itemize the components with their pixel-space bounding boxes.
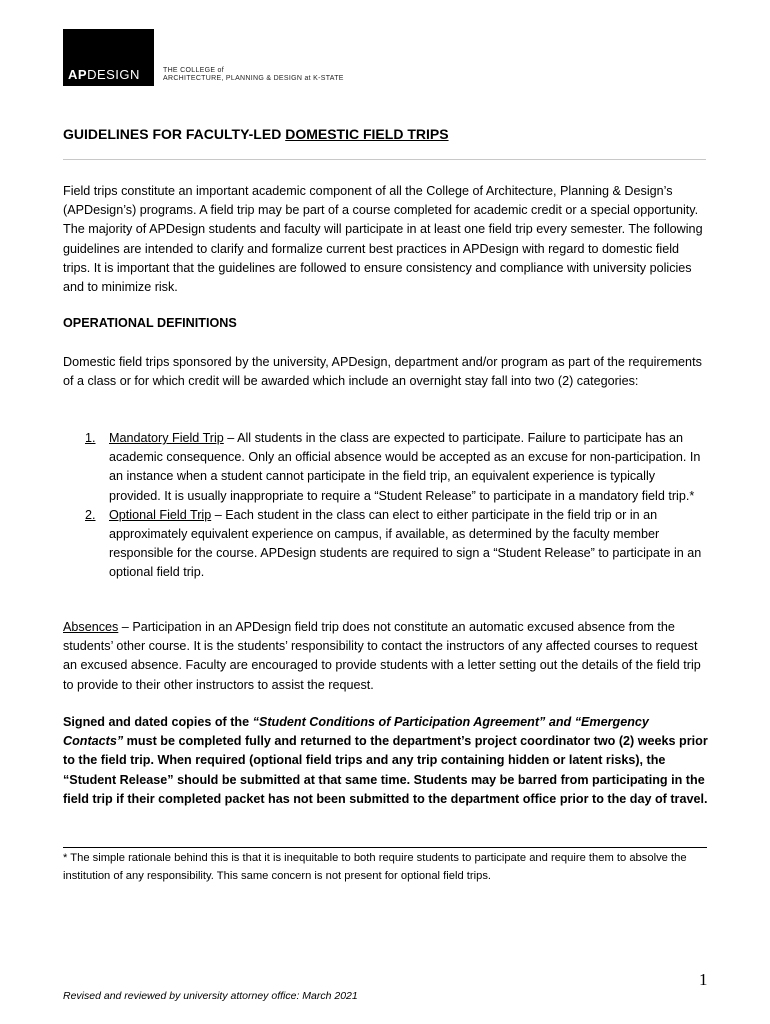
category-term: Optional Field Trip <box>109 507 212 522</box>
logo-subtitle <box>163 67 344 83</box>
page-title <box>63 126 449 142</box>
logo-wordmark <box>68 67 140 82</box>
categories-list <box>63 429 708 583</box>
absences-text: – Participation in an APDesign field trip does not constitute an automatic excused absence from the students’ other course. It is the students’ responsibility to contact the instructors of any affected courses to request an excused absence. Faculty are encouraged to provide students with a letter setting out the details of the field trip to provide to their other instructors to assist the request. <box>63 620 701 692</box>
section-heading: OPERATIONAL DEFINITIONS <box>63 316 237 330</box>
category-text: – Each student in the class can elect to either participate in the field trip or in an approximately equivalent experience on campus, if available, as determined by the faculty member responsible for the course. APDesign students are required to sign a “Student Release” to participate in an optional field trip. <box>109 507 702 580</box>
title-prefix: GUIDELINES FOR FACULTY-LED <box>63 126 286 142</box>
category-text: – All students in the class are expected to participate. Failure to participate has an academic consequence. Only an official absence would be accepted as an excuse for non-participation. In an instance when a student cannot participate in the field trip, an equivalent experience is typically provided. It is usually inappropriate to require a “Student Release” to participate in a mandatory field trip.* <box>109 431 701 503</box>
requirement-rest: must be completed fully and returned to the department’s project coordinator two (2) weeks prior to the field trip. When required (optional field trips and any trip containing hidden or latent risks), the “Student Release” should be submitted at that same time. Students may be barred from participating in the field trip if their completed packet has not been submitted to the department office prior to the day of travel. <box>63 734 708 806</box>
category-term: Mandatory Field Trip <box>109 431 224 445</box>
requirement-paragraph <box>63 713 708 809</box>
apdesign-logo <box>63 29 154 86</box>
title-divider <box>63 159 706 160</box>
list-number: 2. <box>85 507 96 522</box>
list-number: 1. <box>85 431 96 445</box>
revised-note: Revised and reviewed by university attorney office: March 2021 <box>63 990 358 1002</box>
footnote-divider <box>63 847 707 848</box>
intro-paragraph: Field trips constitute an important academic component of all the College of Architecture, Planning & Design’s (APDesign’s) programs. A field trip may be part of a course completed for academic credit or a special opportunity. The majority of APDesign students and faculty will participate in at least one field trip every semester. The following guidelines are intended to clarify and formalize current best practices in APDesign with regard to domestic field trips. It is important that the guidelines are followed to ensure consistency and compliance with university policies and to minimize risk. <box>63 184 703 295</box>
title-underlined: DOMESTIC FIELD TRIPS <box>285 126 449 142</box>
footnote: * The simple rationale behind this is that it is inequitable to both require students to participate and require them to absolve the institution of any responsibility. This same concern is not present for optional field trips. <box>63 852 687 882</box>
requirement-italic: “Student Conditions of Participation Agreement” and “Emergency Contacts” <box>63 715 649 749</box>
logo-wordmark-bold: AP <box>68 67 88 82</box>
absences-paragraph <box>63 618 708 695</box>
list-item <box>63 506 708 583</box>
requirement-lead: Signed and dated copies of the <box>63 715 253 729</box>
logo-wordmark-rest: DESIGN <box>87 67 140 82</box>
list-item <box>63 429 708 506</box>
logo-subtitle-line1: THE COLLEGE of <box>163 67 224 74</box>
definitions-intro: Domestic field trips sponsored by the university, APDesign, department and/or program as part of the requirements of a class or for which credit will be awarded which include an overnight stay fall into two (2) categories: <box>63 355 702 389</box>
logo-subtitle-line2: ARCHITECTURE, PLANNING & DESIGN at K-STATE <box>163 75 344 82</box>
absences-term: Absences <box>63 620 119 634</box>
page-number: 1 <box>699 970 708 989</box>
